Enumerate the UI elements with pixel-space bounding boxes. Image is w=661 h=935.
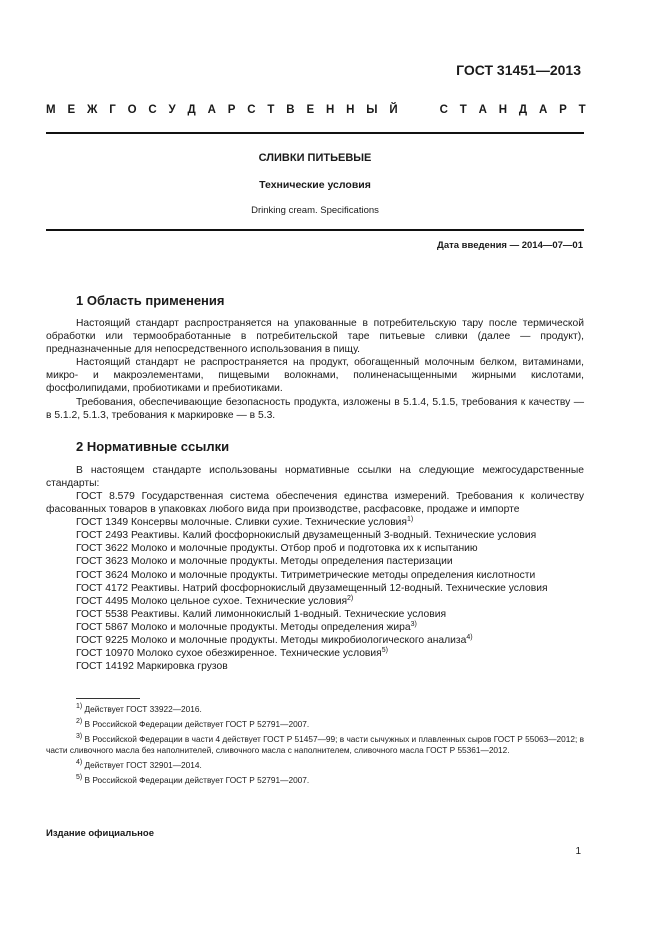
footnote-marker: 4) xyxy=(466,634,473,642)
reference-text: ГОСТ 3624 Молоко и молочные продукты. Титриметрические методы определения кислотности xyxy=(76,569,536,581)
interstate-letter: Т xyxy=(578,104,586,116)
footnote-text: В Российской Федерации действует ГОСТ Р 52791—2007. xyxy=(84,719,310,729)
interstate-letter: Д xyxy=(187,104,196,116)
interstate-letter: У xyxy=(168,104,176,116)
reference-item xyxy=(46,647,584,660)
footnote-mark: 2) xyxy=(76,718,83,725)
footnote-marker: 2) xyxy=(347,594,354,602)
footnote-marker: 3) xyxy=(410,620,417,628)
interstate-letter: Е xyxy=(306,104,315,116)
reference-item xyxy=(46,542,584,555)
footnote-item xyxy=(46,734,584,756)
document-subtitle: Технические условия xyxy=(259,179,371,191)
interstate-letter: Р xyxy=(227,104,236,116)
section2-intro-block xyxy=(46,464,584,490)
reference-item xyxy=(46,582,584,595)
footnote-text: В Российской Федерации действует ГОСТ Р 52791—2007. xyxy=(84,775,310,785)
section1-heading: 1 Область применения xyxy=(76,293,225,308)
page-number: 1 xyxy=(575,846,581,857)
title-bottom-rule xyxy=(46,229,584,231)
interstate-letter: Н xyxy=(498,104,508,116)
reference-text: ГОСТ 5538 Реактивы. Калий лимоннокислый 1-водный. Технические условия xyxy=(76,608,447,620)
footnote-item xyxy=(46,775,584,786)
interstate-letter xyxy=(425,104,428,116)
interstate-letter: В xyxy=(286,104,295,116)
footnote-mark: 4) xyxy=(76,759,83,766)
interstate-letter: Н xyxy=(346,104,355,116)
interstate-letter: С xyxy=(148,104,157,116)
footnote-text: В Российской Федерации в части 4 действует ГОСТ Р 51457—99; в части сычужных и плавленных сыров ГОСТ Р 55063—2012; в части сливочного масла без наполнителей, сливочного масла с наполнителем, сливочного масла ГОСТ Р 55361—2012. xyxy=(46,734,584,755)
reference-item xyxy=(46,569,584,582)
interstate-letter: С xyxy=(439,104,448,116)
top-rule xyxy=(46,132,584,134)
interstate-letter: Д xyxy=(518,104,528,116)
reference-text: ГОСТ 8.579 Государственная система обеспечения единства измерений. Требования к количеству фасованных товаров в упаковках любого вида при производстве, расфасовке, продаже и импорте xyxy=(46,491,584,516)
reference-item xyxy=(46,660,584,673)
footnote-separator xyxy=(76,698,140,699)
reference-item xyxy=(46,555,584,568)
document-title: СЛИВКИ ПИТЬЕВЫЕ xyxy=(258,152,372,164)
interstate-letter: Г xyxy=(109,104,116,116)
footnote-text: Действует ГОСТ 33922—2016. xyxy=(84,704,202,714)
section1-paragraph: Настоящий стандарт не распространяется на продукт, обогащенный молочным белком, витаминами, микро- и макроэлементами, пищевыми волокнами, полиненасыщенными жирными кислотами, фосфолипидами, пробиотиками и пребиотиками. xyxy=(46,357,584,395)
footnote-item xyxy=(46,704,584,715)
introduction-date: Дата введения — 2014—07—01 xyxy=(437,240,583,251)
interstate-letter: Н xyxy=(325,104,335,116)
section1-paragraph: Настоящий стандарт распространяется на упакованные в потребительскую тару после термической обработки или термообработанные в потребительской таре питьевые сливки (далее — продукт), предназначенные для непосредственного использования в пищу. xyxy=(46,318,584,356)
reference-item xyxy=(46,490,584,516)
reference-text: ГОСТ 10970 Молоко сухое обезжиренное. Технические условия xyxy=(76,648,382,660)
footnote-mark: 3) xyxy=(76,733,83,740)
reference-item xyxy=(46,621,584,634)
reference-text: ГОСТ 9225 Молоко и молочные продукты. Методы микробиологического анализа xyxy=(76,635,467,647)
interstate-letter: М xyxy=(46,104,56,116)
footnote-item xyxy=(46,719,584,730)
interstate-letter: Й xyxy=(389,104,398,116)
footnote-marker: 1) xyxy=(407,516,414,524)
english-title: Drinking cream. Specifications xyxy=(251,205,379,216)
section2-heading: 2 Нормативные ссылки xyxy=(76,439,230,454)
interstate-letter xyxy=(409,104,412,116)
interstate-letter: А xyxy=(538,104,548,116)
reference-text: ГОСТ 3623 Молоко и молочные продукты. Методы определения пастеризации xyxy=(76,556,453,568)
interstate-letter: О xyxy=(127,104,137,116)
footnote-item xyxy=(46,760,584,771)
section1-paragraph: Требования, обеспечивающие безопасность продукта, изложены в 5.1.4, 5.1.5, требования к качеству — в 5.1.2, 5.1.3, требования к маркировке — в 5.3. xyxy=(46,396,584,421)
reference-text: ГОСТ 1349 Консервы молочные. Сливки сухие. Технические условия xyxy=(76,517,408,529)
official-edition-label: Издание официальное xyxy=(46,828,154,839)
interstate-letter: Р xyxy=(559,104,567,116)
reference-text: ГОСТ 5867 Молоко и молочные продукты. Методы определения жира xyxy=(76,621,411,633)
reference-item xyxy=(46,595,584,608)
interstate-letter: А xyxy=(478,104,487,116)
interstate-standard-label xyxy=(46,104,586,116)
interstate-letter: Е xyxy=(67,104,76,116)
section1-body xyxy=(46,317,584,422)
footnotes xyxy=(46,700,584,786)
footnote-text: Действует ГОСТ 32901—2014. xyxy=(84,760,202,770)
interstate-letter: Ж xyxy=(86,104,98,116)
reference-item xyxy=(46,608,584,621)
reference-text: ГОСТ 2493 Реактивы. Калий фосфорнокислый двузамещенный 3-водный. Технические условия xyxy=(76,530,537,542)
interstate-letter: Ы xyxy=(366,104,378,116)
footnote-mark: 5) xyxy=(76,774,83,781)
interstate-letter: Т xyxy=(267,104,275,116)
interstate-letter: Т xyxy=(459,104,467,116)
standard-number: ГОСТ 31451—2013 xyxy=(456,62,581,78)
interstate-letter: А xyxy=(207,104,216,116)
reference-text: ГОСТ 3622 Молоко и молочные продукты. Отбор проб и подготовка их к испытанию xyxy=(76,543,478,555)
reference-text: ГОСТ 14192 Маркировка грузов xyxy=(76,661,228,673)
section2-intro: В настоящем стандарте использованы нормативные ссылки на следующие межгосударственные стандарты: xyxy=(46,465,584,490)
reference-text: ГОСТ 4172 Реактивы. Натрий фосфорнокислый двузамещенный 12-водный. Технические условия xyxy=(76,582,548,594)
reference-text: ГОСТ 4495 Молоко цельное сухое. Технические условия xyxy=(76,595,348,607)
interstate-letter: С xyxy=(247,104,256,116)
footnote-marker: 5) xyxy=(381,647,388,655)
reference-item xyxy=(46,529,584,542)
footnote-mark: 1) xyxy=(76,703,83,710)
reference-list xyxy=(46,490,584,673)
reference-item xyxy=(46,634,584,647)
reference-item xyxy=(46,516,584,529)
